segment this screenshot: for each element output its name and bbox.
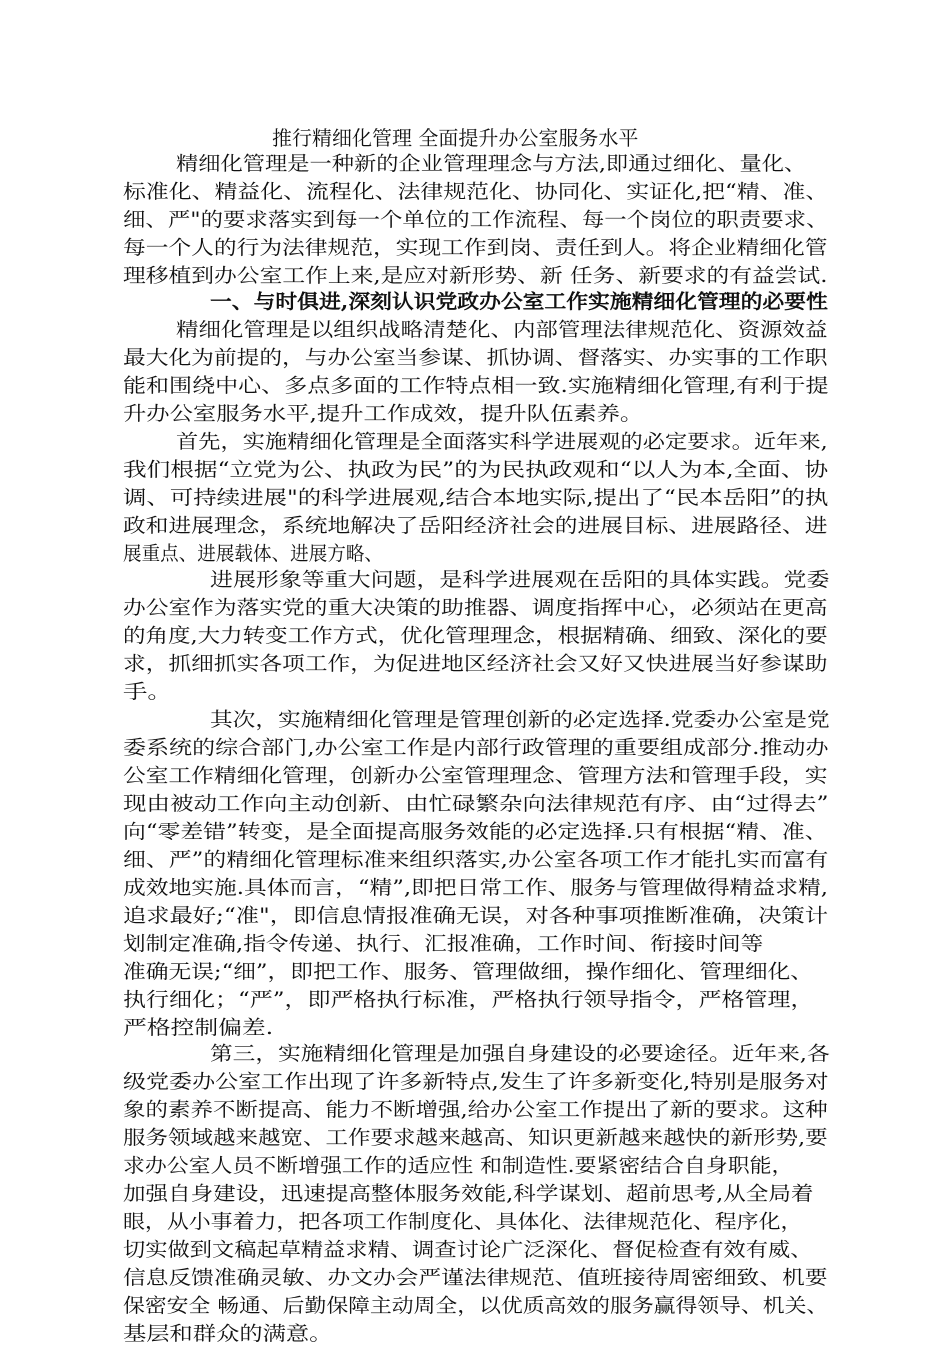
body-text-line: 准确无误;“细”，即把工作、服务、管理做细，操作细化、管理细化、 xyxy=(123,960,814,983)
body-text-line: 每一个人的行为法律规范，实现工作到岗、责任到人。将企业精细化管 xyxy=(123,236,828,259)
body-text-line: 基层和群众的满意。 xyxy=(123,1322,333,1345)
document-title: 推行精细化管理 全面提升办公室服务水平 xyxy=(272,126,639,150)
body-text-line: 信息反馈准确灵敏、办文办会严谨法律规范、值班接待周密细致、机要 xyxy=(123,1266,828,1289)
body-text-line: 能和围绕中心、多点多面的工作特点相一致.实施精细化管理,有利于提 xyxy=(123,374,829,397)
body-text-line: 其次，实施精细化管理是管理创新的必定选择.党委办公室是党 xyxy=(210,708,830,731)
body-text-line: 眼，从小事着力，把各项工作制度化、具体化、法律规范化、程序化， xyxy=(123,1210,803,1233)
body-text-line: 升办公室服务水平,提升工作成效，提升队伍素养。 xyxy=(123,402,644,425)
body-text-line: 细、严"的要求落实到每一个单位的工作流程、每一个岗位的职责要求、 xyxy=(123,208,829,231)
body-text-line: 的角度,大力转变工作方式，优化管理理念，根据精确、细致、深化的要 xyxy=(123,624,828,647)
body-text-line: 委系统的综合部门,办公室工作是内部行政管理的重要组成部分.推动办 xyxy=(123,736,829,759)
body-text-line: 政和进展理念，系统地解决了岳阳经济社会的进展目标、进展路径、进 xyxy=(123,514,828,537)
body-text-line: 加强自身建设，迅速提高整体服务效能,科学谋划、超前思考,从全局着 xyxy=(123,1182,814,1205)
body-text-line: 标准化、精益化、流程化、法律规范化、协同化、实证化,把“精、准、 xyxy=(123,180,829,203)
body-text-line: 成效地实施.具体而言，“精”,即把日常工作、服务与管理做得精益求精, xyxy=(123,876,829,899)
body-text-line: 求，抓细抓实各项工作，为促进地区经济社会又好又快进展当好参谋助 xyxy=(123,652,828,675)
body-text-line: 我们根据“立党为公、执政为民”的为民执政观和“以人为本,全面、协 xyxy=(123,458,829,481)
body-text-line: 调、可持续进展"的科学进展观,结合本地实际,提出了“民本岳阳”的执 xyxy=(123,486,829,509)
body-text-line: 严格控制偏差. xyxy=(123,1016,274,1039)
body-text-line: 级党委办公室工作出现了许多新特点,发生了许多新变化,特别是服务对 xyxy=(123,1070,829,1093)
body-text-line: 现由被动工作向主动创新、由忙碌繁杂向法律规范有序、由“过得去” xyxy=(123,792,829,815)
body-text-line: 最大化为前提的，与办公室当参谋、抓协调、督落实、办实事的工作职 xyxy=(123,346,828,369)
body-text-line: 象的素养不断提高、能力不断增强,给办公室工作提出了新的要求。这种 xyxy=(123,1098,828,1121)
body-text-line: 手。 xyxy=(123,680,172,703)
body-text-line: 理移植到办公室工作上来,是应对新形势、新 任务、新要求的有益尝试. xyxy=(123,264,828,287)
body-text-line: 展重点、进展载体、进展方略、 xyxy=(123,542,384,565)
body-text-line: 求办公室人员不断增强工作的适应性 和制造性.要紧密结合自身职能， xyxy=(123,1154,794,1177)
section-heading: 一、与时俱进,深刻认识党政办公室工作实施精细化管理的必要性 xyxy=(210,290,828,313)
body-text-line: 追求最好;“准"，即信息情报准确无误，对各种事项推断准确，决策计 xyxy=(123,904,829,927)
body-text-line: 切实做到文稿起草精益求精、调查讨论广泛深化、督促检查有效有威、 xyxy=(123,1238,813,1261)
body-text-line: 办公室作为落实党的重大决策的助推器、调度指挥中心，必须站在更高 xyxy=(123,596,828,619)
body-text-line: 执行细化；“严”，即严格执行标准，严格执行领导指令，严格管理， xyxy=(123,988,814,1011)
body-text-line: 进展形象等重大问题，是科学进展观在岳阳的具体实践。党委 xyxy=(210,568,830,591)
body-text-line: 细、严”的精细化管理标准来组织落实,办公室各项工作才能扎实而富有 xyxy=(123,848,829,871)
body-text-line: 精细化管理是一种新的企业管理理念与方法,即通过细化、量化、 xyxy=(176,152,807,175)
body-text-line: 首先，实施精细化管理是全面落实科学进展观的必定要求。近年来, xyxy=(176,430,828,453)
body-text-line: 向“零差错”转变，是全面提高服务效能的必定选择.只有根据“精、准、 xyxy=(123,820,828,843)
body-text-line: 保密安全 畅通、后勤保障主动周全，以优质高效的服务赢得领导、机关、 xyxy=(123,1294,829,1317)
body-text-line: 第三，实施精细化管理是加强自身建设的必要途径。近年来,各 xyxy=(210,1042,830,1065)
body-text-line: 公室工作精细化管理，创新办公室管理理念、管理方法和管理手段，实 xyxy=(123,764,828,787)
body-text-line: 服务领域越来越宽、工作要求越来越高、知识更新越来越快的新形势,要 xyxy=(123,1126,828,1149)
body-text-line: 划制定准确,指令传递、执行、汇报准确，工作时间、衔接时间等 xyxy=(123,932,764,955)
body-text-line: 精细化管理是以组织战略清楚化、内部管理法律规范化、资源效益 xyxy=(176,318,828,341)
